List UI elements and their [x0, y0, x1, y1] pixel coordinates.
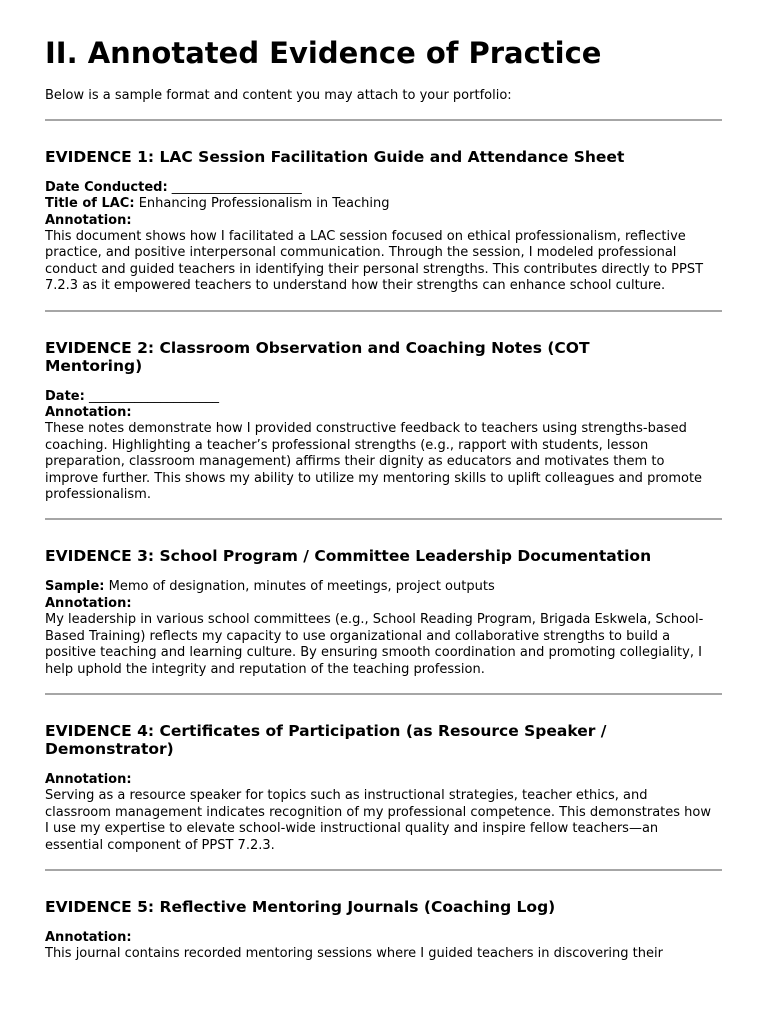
field-label: Date: — [45, 388, 85, 404]
annotation-label: Annotation: — [45, 595, 132, 611]
field-label: Date Conducted: — [45, 179, 168, 195]
annotation-line: This document shows how I facilitated a LAC session focused on ethical professionalism, reflective — [45, 229, 686, 245]
heading-line: EVIDENCE 4: Certificates of Participation (as Resource Speaker / — [45, 721, 607, 740]
evidence-section-5 — [45, 871, 723, 963]
evidence-heading: EVIDENCE 5: Reflective Mentoring Journals (Coaching Log) — [45, 897, 556, 916]
annotation-line: professionalism. — [45, 487, 151, 503]
evidence-heading — [45, 722, 723, 758]
intro-text: Below is a sample format and content you may attach to your portfolio: — [45, 87, 512, 103]
evidence-heading: EVIDENCE 1: LAC Session Facilitation Guide and Attendance Sheet — [45, 147, 625, 166]
annotation-line: Based Training) reflects my capacity to use organizational and collaborative strengths to build a — [45, 628, 671, 644]
annotation-line: preparation, classroom management) affirms their dignity as educators and motivates them to — [45, 454, 665, 470]
annotation-line: These notes demonstrate how I provided constructive feedback to teachers using strengths-based — [45, 421, 687, 437]
field-value: Enhancing Professionalism in Teaching — [138, 196, 390, 212]
field-value: ____________________ — [88, 388, 219, 404]
annotation-line: classroom management indicates recognition of my professional competence. This demonstrates how — [45, 804, 711, 820]
annotation-line: essential component of PPST 7.2.3. — [45, 837, 275, 853]
evidence-section-3 — [45, 520, 723, 677]
annotation-line: help uphold the integrity and reputation of the teaching profession. — [45, 661, 485, 677]
annotation-line: conduct and guided teachers in identifying their personal strengths. This contributes directly to PPST — [45, 261, 704, 277]
field-date — [45, 389, 723, 405]
annotation-line: improve further. This shows my ability to utilize my mentoring skills to uplift colleagues and promote — [45, 470, 703, 486]
annotation-line: 7.2.3 as it empowered teachers to understand how their strengths can enhance school culture. — [45, 278, 666, 294]
annotation-line: Serving as a resource speaker for topics such as instructional strategies, teacher ethics, and — [45, 788, 648, 804]
field-value: Memo of designation, minutes of meetings, project outputs — [108, 579, 495, 595]
evidence-section-1 — [45, 121, 723, 295]
field-value: ____________________ — [171, 179, 302, 195]
annotation-line: My leadership in various school committees (e.g., School Reading Program, Brigada Eskwela, School- — [45, 612, 704, 628]
annotation-line: This journal contains recorded mentoring sessions where I guided teachers in discovering their — [45, 946, 663, 962]
field-title-of-lac — [45, 196, 723, 212]
heading-line: Mentoring) — [45, 356, 143, 375]
page-title: II. Annotated Evidence of Practice — [45, 36, 602, 70]
annotation-label: Annotation: — [45, 405, 132, 421]
annotation-label: Annotation: — [45, 212, 132, 228]
evidence-heading — [45, 339, 723, 375]
annotation-label: Annotation: — [45, 771, 132, 787]
annotation-line: practice, and positive interpersonal communication. Through the session, I modeled professional — [45, 245, 677, 261]
annotation-line: positive teaching and learning culture. By ensuring smooth coordination and promoting collegiality, I — [45, 645, 702, 661]
field-label: Title of LAC: — [45, 196, 135, 212]
evidence-heading: EVIDENCE 3: School Program / Committee Leadership Documentation — [45, 547, 652, 566]
heading-line: Demonstrator) — [45, 739, 174, 758]
heading-line: EVIDENCE 2: Classroom Observation and Coaching Notes (COT — [45, 338, 590, 357]
evidence-section-4 — [45, 695, 723, 854]
annotation-line: I use my expertise to elevate school-wide instructional quality and inspire fellow teachers—an — [45, 821, 659, 837]
evidence-section-2 — [45, 312, 723, 504]
annotation-label: Annotation: — [45, 929, 132, 945]
annotation-line: coaching. Highlighting a teacher’s professional strengths (e.g., rapport with students, lesson — [45, 437, 649, 453]
field-date-conducted — [45, 180, 723, 196]
field-label: Sample: — [45, 579, 105, 595]
field-sample — [45, 579, 723, 595]
